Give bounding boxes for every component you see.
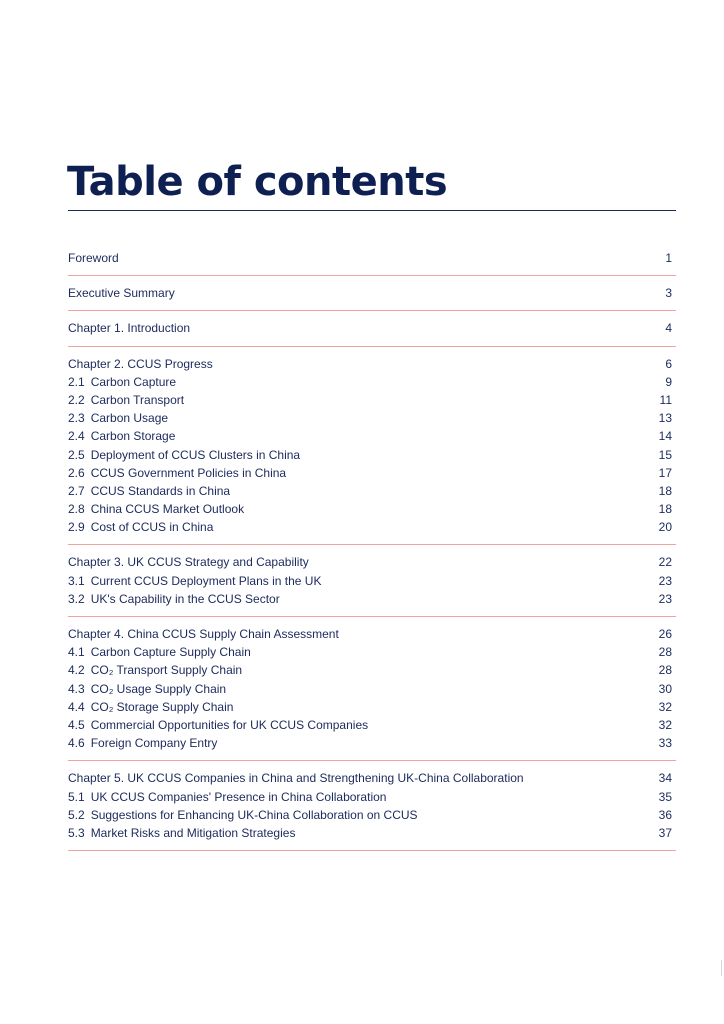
toc-entry-text: Chapter 3. UK CCUS Strategy and Capability	[68, 555, 309, 570]
toc-section	[68, 276, 676, 311]
toc-subentry[interactable]	[68, 698, 676, 716]
toc-entry-text: Chapter 4. China CCUS Supply Chain Assessment	[68, 627, 339, 641]
toc-entry-number: 3.2	[68, 591, 85, 606]
toc-entry-label	[68, 625, 339, 643]
toc-entry-label	[68, 788, 386, 806]
toc-entry-label	[68, 769, 524, 787]
toc-page-number: 13	[658, 411, 672, 426]
toc-chapter-entry[interactable]	[68, 355, 676, 373]
table-of-contents	[68, 241, 676, 851]
toc-entry-text: China CCUS Market Outlook	[90, 502, 245, 517]
toc-subentry[interactable]	[68, 391, 676, 409]
toc-subentry[interactable]	[68, 643, 676, 661]
toc-entry-label	[68, 482, 230, 500]
toc-entry-label	[68, 464, 286, 482]
toc-entry-text: CCUS Standards in China	[90, 483, 231, 498]
toc-page-number: 32	[658, 717, 672, 732]
toc-page-number: 9	[665, 374, 672, 389]
toc-subentry[interactable]	[68, 500, 676, 518]
toc-page-number: 17	[658, 465, 672, 480]
toc-entry-label	[68, 824, 295, 842]
toc-entry-number: 5.3	[68, 825, 85, 840]
toc-chapter-entry[interactable]	[68, 553, 676, 571]
toc-entry-text: CO₂ Transport Supply Chain	[90, 663, 243, 678]
toc-page-number: 22	[658, 555, 672, 570]
toc-subentry[interactable]	[68, 373, 676, 391]
toc-entry-label	[68, 355, 213, 373]
toc-subentry[interactable]	[68, 734, 676, 752]
toc-entry-text: Commercial Opportunities for UK CCUS Companies	[90, 717, 369, 732]
toc-page-number: 15	[658, 447, 672, 462]
page-title: Table of contents	[67, 159, 448, 205]
toc-entry-number: 4.6	[68, 736, 85, 751]
toc-entry-text: Foreword	[68, 251, 119, 265]
toc-entry-label	[68, 716, 368, 734]
toc-page-number: 35	[658, 789, 672, 804]
toc-chapter-entry[interactable]	[68, 284, 676, 302]
toc-section	[68, 617, 676, 761]
toc-subentry[interactable]	[68, 409, 676, 427]
toc-chapter-entry[interactable]	[68, 769, 676, 787]
toc-entry-label	[68, 249, 119, 267]
toc-entry-number: 2.6	[68, 465, 85, 480]
toc-page-number: 4	[665, 321, 672, 336]
toc-subentry[interactable]	[68, 824, 676, 842]
toc-entry-number: 2.8	[68, 502, 85, 517]
toc-entry-text: CCUS Government Policies in China	[90, 465, 287, 480]
toc-entry-number: 2.2	[68, 392, 85, 407]
toc-entry-number: 2.1	[68, 374, 85, 389]
toc-page-number: 28	[658, 663, 672, 678]
toc-page-number: 32	[658, 699, 672, 714]
toc-subentry[interactable]	[68, 482, 676, 500]
toc-subentry[interactable]	[68, 427, 676, 445]
toc-entry-number: 2.7	[68, 483, 85, 498]
toc-entry-text: Carbon Capture Supply Chain	[90, 645, 251, 660]
toc-chapter-entry[interactable]	[68, 319, 676, 337]
toc-page-number: 20	[658, 520, 672, 535]
toc-subentry[interactable]	[68, 590, 676, 608]
toc-page-number: 37	[658, 825, 672, 840]
toc-entry-number: 4.5	[68, 717, 85, 732]
toc-entry-text: Executive Summary	[68, 286, 175, 301]
toc-entry-text: UK's Capability in the CCUS Sector	[90, 591, 280, 606]
toc-subentry[interactable]	[68, 716, 676, 734]
toc-entry-label	[68, 590, 280, 608]
toc-entry-number: 4.2	[68, 663, 85, 678]
toc-entry-number: 4.4	[68, 699, 85, 714]
toc-entry-number: 4.1	[68, 645, 85, 660]
toc-page-number: 28	[658, 645, 672, 660]
toc-section	[68, 545, 676, 617]
toc-entry-label	[68, 643, 251, 661]
toc-entry-label	[68, 518, 213, 536]
toc-entry-text: Carbon Capture	[90, 374, 177, 389]
toc-entry-number: 5.2	[68, 807, 85, 822]
toc-subentry[interactable]	[68, 572, 676, 590]
toc-entry-number: 2.4	[68, 429, 85, 444]
toc-entry-text: Market Risks and Mitigation Strategies	[90, 825, 296, 840]
toc-entry-text: Cost of CCUS in China	[90, 520, 214, 535]
toc-entry-label	[68, 391, 184, 409]
toc-entry-text: CO₂ Storage Supply Chain	[90, 699, 234, 714]
toc-entry-label	[68, 446, 300, 464]
toc-entry-label	[68, 806, 418, 824]
toc-page-number: 14	[658, 429, 672, 444]
toc-page-number: 36	[658, 807, 672, 822]
toc-entry-label	[68, 572, 321, 590]
toc-subentry[interactable]	[68, 661, 676, 679]
toc-entry-text: Carbon Transport	[90, 392, 185, 407]
toc-page-number: 6	[665, 356, 672, 371]
toc-entry-label	[68, 284, 175, 302]
toc-entry-text: Chapter 1. Introduction	[68, 321, 191, 336]
toc-page-number: 11	[659, 392, 672, 407]
toc-entry-text: Deployment of CCUS Clusters in China	[90, 447, 301, 462]
toc-subentry[interactable]	[68, 518, 676, 536]
toc-entry-label	[68, 427, 175, 445]
toc-chapter-entry[interactable]	[68, 249, 676, 267]
toc-entry-text: Suggestions for Enhancing UK-China Collaboration on CCUS	[90, 807, 418, 822]
toc-page-number: 34	[658, 771, 672, 786]
toc-entry-text: Current CCUS Deployment Plans in the UK	[90, 573, 322, 588]
toc-entry-text: UK CCUS Companies' Presence in China Collaboration	[90, 789, 387, 804]
toc-entry-number: 4.3	[68, 681, 85, 696]
toc-entry-text: Carbon Usage	[90, 411, 169, 426]
toc-subentry[interactable]	[68, 464, 676, 482]
toc-section	[68, 241, 676, 276]
toc-page-number: 18	[658, 483, 672, 498]
toc-entry-label	[68, 734, 217, 752]
toc-page-number: 30	[658, 681, 672, 696]
toc-entry-label	[68, 409, 168, 427]
toc-entry-number: 2.3	[68, 411, 85, 426]
toc-page-number: 3	[665, 286, 672, 301]
toc-section	[68, 311, 676, 346]
title-divider	[68, 210, 676, 211]
toc-page-number: 1	[665, 251, 672, 265]
toc-entry-text: Foreign Company Entry	[90, 736, 218, 751]
toc-subentry[interactable]	[68, 680, 676, 698]
toc-entry-text: Chapter 2. CCUS Progress	[68, 356, 213, 371]
toc-entry-label	[68, 553, 309, 571]
toc-entry-label	[68, 661, 242, 679]
toc-page-number: 23	[658, 573, 672, 588]
toc-page-number: 26	[658, 627, 672, 641]
toc-page-number: 23	[658, 591, 672, 606]
toc-entry-number: 5.1	[68, 789, 85, 804]
toc-section	[68, 347, 676, 546]
toc-entry-label	[68, 500, 244, 518]
toc-subentry[interactable]	[68, 446, 676, 464]
toc-entry-text: Chapter 5. UK CCUS Companies in China and Strengthening UK-China Collaboration	[68, 771, 524, 786]
toc-page-number: 18	[658, 502, 672, 517]
toc-entry-label	[68, 373, 176, 391]
toc-subentry[interactable]	[68, 788, 676, 806]
page-edge-mark	[721, 960, 722, 976]
toc-entry-label	[68, 698, 233, 716]
toc-entry-label	[68, 319, 190, 337]
toc-entry-text: Carbon Storage	[90, 429, 176, 444]
toc-entry-text: CO₂ Usage Supply Chain	[90, 681, 227, 696]
toc-entry-label	[68, 680, 226, 698]
toc-entry-number: 2.9	[68, 520, 85, 535]
toc-subentry[interactable]	[68, 806, 676, 824]
toc-section	[68, 761, 676, 851]
toc-entry-number: 2.5	[68, 447, 85, 462]
toc-chapter-entry[interactable]	[68, 625, 676, 643]
toc-page-number: 33	[658, 736, 672, 751]
toc-entry-number: 3.1	[68, 573, 85, 588]
